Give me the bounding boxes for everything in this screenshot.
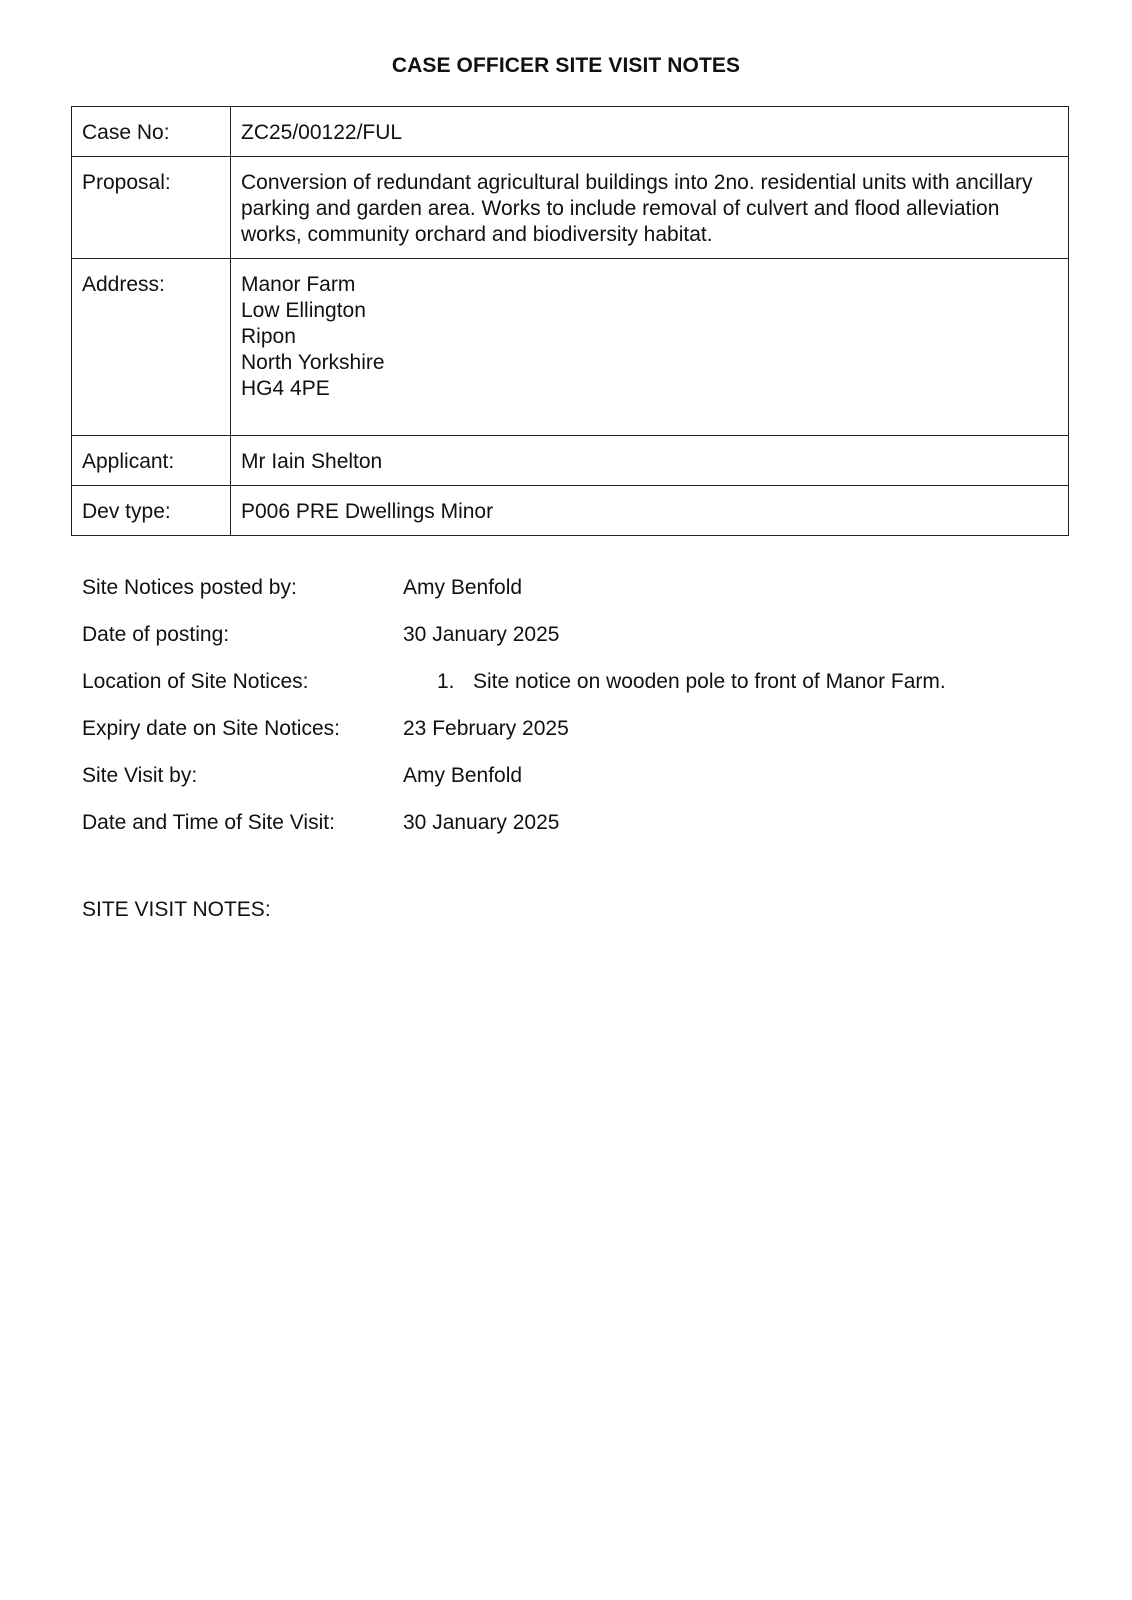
address-line: North Yorkshire bbox=[241, 351, 385, 374]
posted-by-value: Amy Benfold bbox=[403, 576, 523, 599]
expiry-value: 23 February 2025 bbox=[403, 717, 569, 740]
date-of-posting-label: Date of posting: bbox=[82, 623, 230, 646]
list-number: 1. bbox=[437, 670, 455, 693]
address-label: Address: bbox=[72, 259, 231, 436]
dev-type-row bbox=[72, 486, 1069, 536]
visit-datetime-label: Date and Time of Site Visit: bbox=[82, 811, 335, 834]
address-line: HG4 4PE bbox=[241, 377, 330, 400]
dev-type-label: Dev type: bbox=[72, 486, 231, 536]
page-title: CASE OFFICER SITE VISIT NOTES bbox=[391, 54, 741, 77]
location-value: Site notice on wooden pole to front of Manor Farm. bbox=[473, 670, 946, 693]
proposal-label: Proposal: bbox=[72, 157, 231, 259]
case-details-table bbox=[71, 106, 1069, 536]
expiry-label: Expiry date on Site Notices: bbox=[82, 717, 340, 740]
applicant-row bbox=[72, 436, 1069, 486]
case-no-value: ZC25/00122/FUL bbox=[231, 107, 1069, 157]
case-no-row bbox=[72, 107, 1069, 157]
applicant-label: Applicant: bbox=[72, 436, 231, 486]
posted-by-label: Site Notices posted by: bbox=[82, 576, 297, 599]
case-no-label: Case No: bbox=[72, 107, 231, 157]
proposal-row bbox=[72, 157, 1069, 259]
site-visit-notes-heading: SITE VISIT NOTES: bbox=[82, 898, 271, 921]
location-label: Location of Site Notices: bbox=[82, 670, 309, 693]
location-list-item bbox=[437, 669, 946, 695]
date-of-posting-value: 30 January 2025 bbox=[403, 623, 560, 646]
dev-type-value: P006 PRE Dwellings Minor bbox=[231, 486, 1069, 536]
visit-by-value: Amy Benfold bbox=[403, 764, 523, 787]
address-line: Low Ellington bbox=[241, 299, 366, 322]
visit-by-label: Site Visit by: bbox=[82, 764, 198, 787]
applicant-value: Mr Iain Shelton bbox=[231, 436, 1069, 486]
address-row bbox=[72, 259, 1069, 436]
visit-datetime-value: 30 January 2025 bbox=[403, 811, 560, 834]
proposal-value: Conversion of redundant agricultural buildings into 2no. residential units with ancillary parking and garden area. Works to include removal of culvert and flood alleviation works, community orchard and biodiversity habitat. bbox=[231, 157, 1069, 259]
address-line: Manor Farm bbox=[241, 273, 356, 296]
address-line: Ripon bbox=[241, 325, 296, 348]
address-value bbox=[231, 259, 1069, 436]
